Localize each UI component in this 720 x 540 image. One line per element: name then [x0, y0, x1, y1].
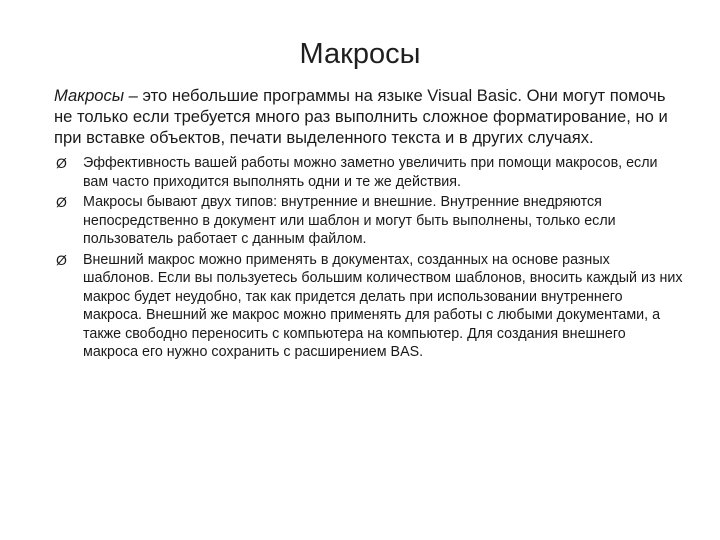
- intro-text: – это небольшие программы на языке Visual Basic. Они могут помочь не только если требуется много раз выполнить сложное форматирование, но и при вставке объектов, печати выделенного текста и в других случаях.: [54, 86, 668, 147]
- list-item: [54, 251, 684, 362]
- arrow-bullet-icon: Ø: [56, 155, 67, 171]
- bullet-text: Эффективность вашей работы можно заметно увеличить при помощи макросов, если вам часто приходится выполнять одни и те же действия.: [83, 155, 658, 190]
- bullet-list: [54, 154, 684, 362]
- arrow-bullet-icon: Ø: [56, 194, 67, 210]
- list-item: [54, 193, 684, 249]
- intro-term: Макросы: [54, 86, 125, 105]
- slide-title: Макросы: [299, 38, 421, 70]
- arrow-bullet-icon: Ø: [56, 251, 67, 268]
- list-item: [54, 154, 684, 191]
- bullet-text: Внешний макрос можно применять в документах, созданных на основе разных шаблонов. Если вы пользуетесь большим количеством шаблонов, вносить каждый из них макрос будет неудобно, так как придется делать при использовании внутреннего макроса. Внешний же макрос можно применять для работы с любыми документами, а также свободно переносить с компьютера на компьютер. Для создания внешнего макроса его нужно сохранить с расширением BAS.: [83, 251, 683, 360]
- slide-body: [54, 85, 684, 364]
- intro-paragraph: [54, 85, 684, 148]
- bullet-text: Макросы бывают двух типов: внутренние и внешние. Внутренние внедряются непосредственно в документ или шаблон и могут быть выполнены, только если пользователь работает с данным файлом.: [83, 194, 616, 247]
